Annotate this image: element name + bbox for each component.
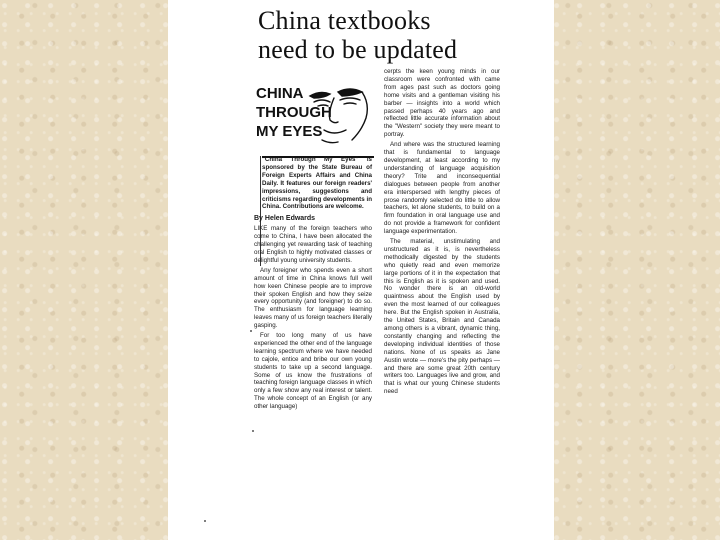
column-logo	[256, 78, 360, 148]
body-paragraph: And where was the structured learning that is fundamental to language development, at least according to my understanding of language acquisition theory? Trite and inconsequential dialogues between people from another era interspersed with lengthy pieces of prose randomly selected do little to allow teachers, let alone students, to build on a firm foundation in oral language use and do not provide a framework for confident language experimentation.	[384, 141, 500, 236]
scan-speck	[252, 430, 254, 432]
body-paragraph: Any foreigner who spends even a short amount of time in China knows full well how keen Chinese people are to improve their spoken English and how they seize every opportunity (and foreigner) to do so. The enthusiasm for language learning leaves many of us foreign teachers literally gasping.	[254, 266, 372, 330]
article-left-column	[254, 152, 372, 413]
scan-speck	[250, 330, 252, 332]
column-logo-line-2: THROUGH	[256, 104, 332, 121]
headline-line-1: China textbooks	[258, 6, 431, 35]
column-blurb: "China Through My Eyes" is sponsored by the State Bureau of Foreign Experts Affairs and China Daily. It features our foreign readers' impressions, suggestions and criticisms regarding developments in China. Contributions are welcome.	[262, 156, 372, 211]
headline-line-2: need to be updated	[258, 35, 458, 64]
headline	[258, 6, 457, 64]
body-paragraph: For too long many of us have experienced the other end of the language learning spectrum where we have needed to cajole, entice and bribe our own young students to take up a second language. Some of us know the frustrations of teaching foreign language classes in which only a few show any real interest or talent. The whole concept of an English (or any other language)	[254, 332, 372, 411]
column-logo-line-3: MY EYES	[256, 123, 323, 140]
body-paragraph: cerpts the keen young minds in our classroom were confronted with came from ages past such as doctors going home visits and a gentleman visiting his barber — insights into a world which passed perhaps 40 years ago and reflected little accurate information about the "Western" society they were meant to portray.	[384, 68, 500, 139]
article-right-column	[384, 68, 500, 398]
byline: By Helen Edwards	[254, 215, 316, 223]
scan-speck	[204, 520, 206, 522]
newspaper-clipping	[168, 0, 554, 540]
face-sketch-icon	[304, 84, 376, 146]
body-paragraph: The material, unstimulating and unstructured as it is, is nevertheless methodically digested by the students who quietly read and even memorize large portions of it in the expectation that this is English as it is spoken and used. No wonder there is an old-world quaintness about the English used by even the most learned of our colleagues here. But the English spoken in Australia, the United States, Britain and Canada among others is a vibrant, dynamic thing, constantly changing and reflecting the developing individual identities of those nations. None of us speaks as Jane Austin wrote — more's the pity perhaps — and there are some great 20th century writers too. Languages live and grow, and that is what our young Chinese students need	[384, 238, 500, 396]
body-paragraph: LIKE many of the foreign teachers who come to China, I have been allocated the challenging yet rewarding task of teaching oral English to highly motivated classes or delightful young university students.	[254, 225, 372, 264]
column-logo-line-1: CHINA	[256, 85, 304, 102]
